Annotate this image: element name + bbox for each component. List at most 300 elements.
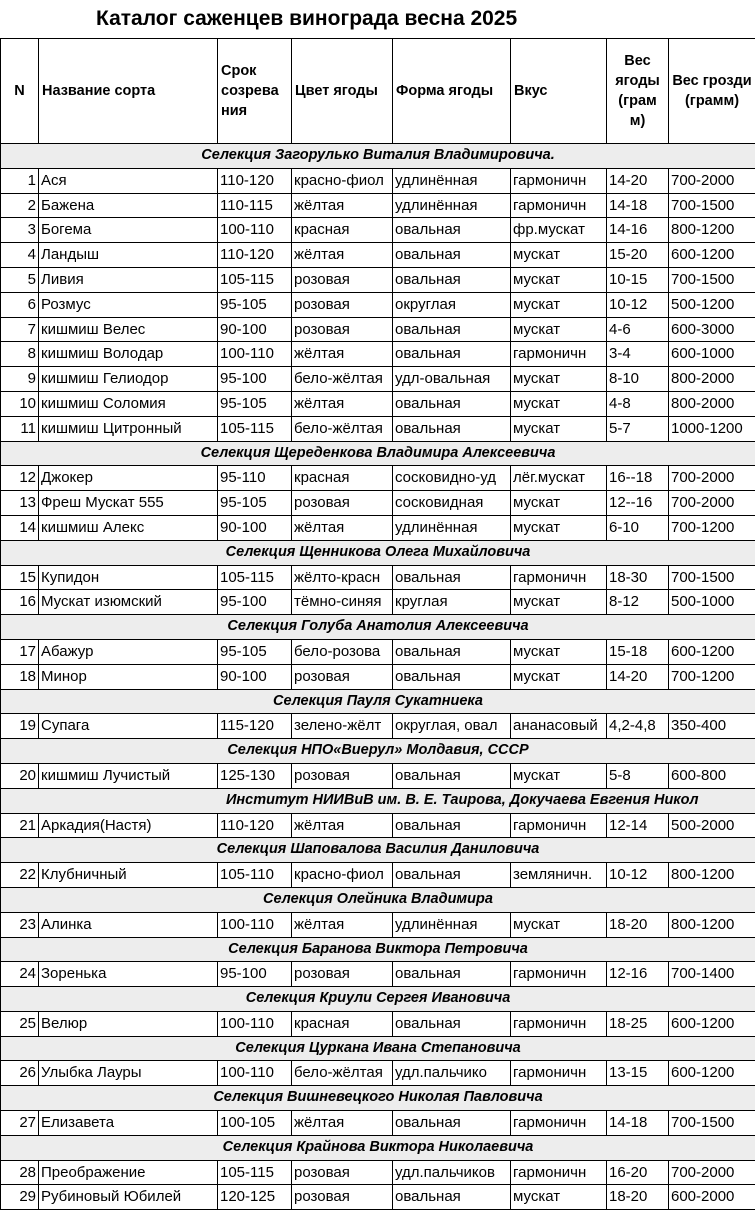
cell-berry-weight: 5-8 — [607, 763, 669, 788]
table-row — [1, 813, 755, 838]
cell-ripening-term: 110-120 — [218, 243, 292, 268]
cell-berry-weight: 5-7 — [607, 416, 669, 441]
cell-ripening-term: 110-120 — [218, 813, 292, 838]
cell-berry-weight: 6-10 — [607, 515, 669, 540]
cell-bunch-weight: 500-1200 — [669, 292, 755, 317]
cell-ripening-term: 105-115 — [218, 267, 292, 292]
cell-ripening-term: 105-115 — [218, 1160, 292, 1185]
cell-berry-weight: 10-15 — [607, 267, 669, 292]
cell-berry-color: жёлтая — [292, 243, 393, 268]
table-row — [1, 218, 755, 243]
cell-berry-shape: удл.пальчико — [393, 1061, 511, 1086]
column-header-bunch-weight: Вес грозди (грамм) — [669, 39, 755, 144]
cell-berry-shape: овальная — [393, 243, 511, 268]
cell-ripening-term: 115-120 — [218, 714, 292, 739]
selection-group-cell — [1, 1135, 755, 1160]
cell-berry-color: красно-фиол — [292, 168, 393, 193]
selection-group-heading — [1, 788, 755, 813]
table-row — [1, 664, 755, 689]
selection-group-label: Селекция Щереденкова Владимира Алексеевича — [201, 442, 556, 466]
selection-group-cell — [1, 937, 755, 962]
selection-group-label: Институт НИИВиВ им. В. Е. Таирова, Докучаева Евгения Никол — [226, 789, 699, 813]
cell-berry-color: розовая — [292, 763, 393, 788]
cell-taste: мускат — [511, 491, 607, 516]
selection-group-heading — [1, 1135, 755, 1160]
cell-taste: гармоничн — [511, 1011, 607, 1036]
table-row — [1, 367, 755, 392]
table-header-row — [1, 39, 755, 144]
cell-variety-name: Фреш Мускат 555 — [39, 491, 218, 516]
cell-ripening-term: 90-100 — [218, 515, 292, 540]
cell-variety-name: Розмус — [39, 292, 218, 317]
cell-berry-weight: 4-8 — [607, 391, 669, 416]
table-row — [1, 416, 755, 441]
cell-number: 2 — [1, 193, 39, 218]
cell-bunch-weight: 700-1500 — [669, 267, 755, 292]
table-row — [1, 1185, 755, 1210]
cell-berry-weight: 4,2-4,8 — [607, 714, 669, 739]
cell-taste: мускат — [511, 391, 607, 416]
catalog-title — [0, 0, 755, 38]
cell-ripening-term: 100-110 — [218, 342, 292, 367]
cell-variety-name: кишмиш Володар — [39, 342, 218, 367]
cell-variety-name: Аркадия(Настя) — [39, 813, 218, 838]
cell-berry-shape: овальная — [393, 664, 511, 689]
selection-group-label: Селекция НПО«Виерул» Молдавия, СССР — [227, 739, 528, 763]
cell-ripening-term: 110-115 — [218, 193, 292, 218]
selection-group-cell — [1, 615, 755, 640]
selection-group-label: Селекция Пауля Сукатниека — [273, 690, 483, 714]
cell-berry-color: розовая — [292, 491, 393, 516]
cell-variety-name: Ася — [39, 168, 218, 193]
cell-variety-name: Клубничный — [39, 863, 218, 888]
selection-group-heading — [1, 987, 755, 1012]
cell-variety-name: Абажур — [39, 639, 218, 664]
cell-ripening-term: 105-115 — [218, 416, 292, 441]
cell-bunch-weight: 700-2000 — [669, 491, 755, 516]
cell-berry-color: бело-жёлтая — [292, 1061, 393, 1086]
cell-number: 15 — [1, 565, 39, 590]
selection-group-cell — [1, 1036, 755, 1061]
cell-variety-name: кишмиш Цитронный — [39, 416, 218, 441]
cell-number: 6 — [1, 292, 39, 317]
cell-berry-shape: сосковидно-уд — [393, 466, 511, 491]
cell-ripening-term: 100-105 — [218, 1111, 292, 1136]
cell-number: 18 — [1, 664, 39, 689]
table-row — [1, 714, 755, 739]
cell-bunch-weight: 700-1400 — [669, 962, 755, 987]
table-row — [1, 168, 755, 193]
cell-number: 29 — [1, 1185, 39, 1210]
cell-bunch-weight: 700-1200 — [669, 664, 755, 689]
cell-ripening-term: 110-120 — [218, 168, 292, 193]
selection-group-heading — [1, 144, 755, 169]
selection-group-heading — [1, 615, 755, 640]
selection-group-label: Селекция Шаповалова Василия Даниловича — [217, 838, 540, 862]
cell-ripening-term: 95-110 — [218, 466, 292, 491]
cell-berry-shape: округлая, овал — [393, 714, 511, 739]
cell-number: 17 — [1, 639, 39, 664]
column-header-term: Срок созрева ния — [218, 39, 292, 144]
cell-number: 1 — [1, 168, 39, 193]
cell-berry-weight: 18-20 — [607, 1185, 669, 1210]
cell-ripening-term: 100-110 — [218, 1011, 292, 1036]
cell-berry-weight: 14-18 — [607, 193, 669, 218]
cell-taste: земляничн. — [511, 863, 607, 888]
cell-berry-weight: 13-15 — [607, 1061, 669, 1086]
cell-berry-color: красная — [292, 218, 393, 243]
table-row — [1, 317, 755, 342]
selection-group-heading — [1, 1036, 755, 1061]
selection-group-cell — [1, 987, 755, 1012]
cell-ripening-term: 95-105 — [218, 639, 292, 664]
cell-ripening-term: 105-110 — [218, 863, 292, 888]
cell-bunch-weight: 1000-1200 — [669, 416, 755, 441]
cell-berry-weight: 16--18 — [607, 466, 669, 491]
selection-group-cell — [1, 838, 755, 863]
column-header-name: Название сорта — [39, 39, 218, 144]
cell-number: 16 — [1, 590, 39, 615]
cell-ripening-term: 95-100 — [218, 367, 292, 392]
cell-number: 11 — [1, 416, 39, 441]
cell-berry-shape: овальная — [393, 218, 511, 243]
cell-number: 28 — [1, 1160, 39, 1185]
table-row — [1, 1160, 755, 1185]
cell-berry-shape: удлинённая — [393, 515, 511, 540]
cell-number: 5 — [1, 267, 39, 292]
selection-group-cell — [1, 540, 755, 565]
cell-variety-name: Алинка — [39, 912, 218, 937]
cell-taste: мускат — [511, 367, 607, 392]
selection-group-label: Селекция Загорулько Виталия Владимировича. — [201, 144, 555, 168]
selection-group-heading — [1, 739, 755, 764]
cell-taste: мускат — [511, 317, 607, 342]
cell-variety-name: кишмиш Велес — [39, 317, 218, 342]
cell-bunch-weight: 700-1500 — [669, 1111, 755, 1136]
cell-berry-shape: овальная — [393, 342, 511, 367]
cell-variety-name: Купидон — [39, 565, 218, 590]
cell-berry-shape: удлинённая — [393, 193, 511, 218]
cell-berry-shape: удлинённая — [393, 168, 511, 193]
cell-berry-shape: овальная — [393, 1185, 511, 1210]
cell-berry-shape: сосковидная — [393, 491, 511, 516]
column-header-n: N — [1, 39, 39, 144]
cell-variety-name: Преображение — [39, 1160, 218, 1185]
table-row — [1, 491, 755, 516]
cell-berry-weight: 14-20 — [607, 664, 669, 689]
cell-berry-color: жёлтая — [292, 1111, 393, 1136]
cell-variety-name: Зоренька — [39, 962, 218, 987]
selection-group-heading — [1, 937, 755, 962]
cell-bunch-weight: 800-2000 — [669, 367, 755, 392]
cell-bunch-weight: 600-2000 — [669, 1185, 755, 1210]
cell-taste: гармоничн — [511, 1061, 607, 1086]
selection-group-cell — [1, 887, 755, 912]
cell-bunch-weight: 600-1200 — [669, 639, 755, 664]
column-header-berry-weight: Вес ягоды (грам м) — [607, 39, 669, 144]
cell-ripening-term: 100-110 — [218, 218, 292, 243]
table-row — [1, 243, 755, 268]
cell-number: 20 — [1, 763, 39, 788]
cell-berry-color: жёлто-красн — [292, 565, 393, 590]
cell-berry-shape: овальная — [393, 1111, 511, 1136]
cell-number: 14 — [1, 515, 39, 540]
cell-number: 4 — [1, 243, 39, 268]
selection-group-cell — [1, 144, 755, 169]
cell-variety-name: Супага — [39, 714, 218, 739]
cell-bunch-weight: 700-1500 — [669, 193, 755, 218]
cell-berry-weight: 15-20 — [607, 243, 669, 268]
cell-bunch-weight: 600-800 — [669, 763, 755, 788]
cell-berry-color: розовая — [292, 317, 393, 342]
table-row — [1, 639, 755, 664]
cell-variety-name: Улыбка Лауры — [39, 1061, 218, 1086]
selection-group-cell — [1, 689, 755, 714]
cell-berry-weight: 12--16 — [607, 491, 669, 516]
cell-taste: гармоничн — [511, 1160, 607, 1185]
selection-group-label: Селекция Криули Сергея Ивановича — [246, 987, 511, 1011]
cell-number: 21 — [1, 813, 39, 838]
cell-berry-weight: 16-20 — [607, 1160, 669, 1185]
cell-berry-color: розовая — [292, 292, 393, 317]
cell-berry-color: жёлтая — [292, 391, 393, 416]
column-header-taste: Вкус — [511, 39, 607, 144]
cell-berry-shape: удл-овальная — [393, 367, 511, 392]
cell-bunch-weight: 700-2000 — [669, 168, 755, 193]
cell-variety-name: Мускат изюмский — [39, 590, 218, 615]
cell-berry-color: красная — [292, 466, 393, 491]
cell-berry-color: розовая — [292, 962, 393, 987]
cell-number: 13 — [1, 491, 39, 516]
table-row — [1, 515, 755, 540]
cell-taste: мускат — [511, 267, 607, 292]
cell-berry-weight: 18-30 — [607, 565, 669, 590]
table-row — [1, 590, 755, 615]
cell-taste: мускат — [511, 664, 607, 689]
cell-berry-color: жёлтая — [292, 193, 393, 218]
cell-berry-weight: 18-25 — [607, 1011, 669, 1036]
table-row — [1, 342, 755, 367]
table-row — [1, 565, 755, 590]
cell-berry-shape: овальная — [393, 962, 511, 987]
selection-group-heading — [1, 1086, 755, 1111]
selection-group-heading — [1, 887, 755, 912]
cell-ripening-term: 105-115 — [218, 565, 292, 590]
cell-ripening-term: 95-100 — [218, 590, 292, 615]
cell-berry-shape: овальная — [393, 763, 511, 788]
cell-taste: гармоничн — [511, 342, 607, 367]
cell-variety-name: Богема — [39, 218, 218, 243]
cell-bunch-weight: 800-2000 — [669, 391, 755, 416]
cell-berry-weight: 14-18 — [607, 1111, 669, 1136]
cell-variety-name: Рубиновый Юбилей — [39, 1185, 218, 1210]
cell-ripening-term: 125-130 — [218, 763, 292, 788]
table-row — [1, 193, 755, 218]
cell-variety-name: Бажена — [39, 193, 218, 218]
cell-variety-name: Елизавета — [39, 1111, 218, 1136]
cell-taste: мускат — [511, 416, 607, 441]
cell-berry-color: тёмно-синяя — [292, 590, 393, 615]
cell-berry-shape: овальная — [393, 863, 511, 888]
cell-berry-color: жёлтая — [292, 813, 393, 838]
cell-berry-color: розовая — [292, 267, 393, 292]
cell-berry-color: бело-розова — [292, 639, 393, 664]
cell-number: 8 — [1, 342, 39, 367]
cell-ripening-term: 95-100 — [218, 962, 292, 987]
cell-berry-shape: овальная — [393, 639, 511, 664]
cell-berry-color: бело-жёлтая — [292, 416, 393, 441]
cell-taste: гармоничн — [511, 193, 607, 218]
cell-taste: гармоничн — [511, 962, 607, 987]
selection-group-heading — [1, 540, 755, 565]
cell-berry-weight: 12-14 — [607, 813, 669, 838]
cell-ripening-term: 95-105 — [218, 491, 292, 516]
cell-berry-color: розовая — [292, 1185, 393, 1210]
cell-bunch-weight: 600-1200 — [669, 1011, 755, 1036]
cell-taste: мускат — [511, 590, 607, 615]
table-row — [1, 962, 755, 987]
cell-variety-name: Ливия — [39, 267, 218, 292]
catalog-body — [1, 144, 755, 1210]
cell-number: 10 — [1, 391, 39, 416]
cell-berry-color: бело-жёлтая — [292, 367, 393, 392]
cell-berry-color: красно-фиол — [292, 863, 393, 888]
cell-berry-color: жёлтая — [292, 342, 393, 367]
cell-variety-name: кишмиш Соломия — [39, 391, 218, 416]
cell-bunch-weight: 600-1200 — [669, 243, 755, 268]
cell-variety-name: Джокер — [39, 466, 218, 491]
cell-taste: мускат — [511, 1185, 607, 1210]
cell-berry-shape: овальная — [393, 1011, 511, 1036]
cell-ripening-term: 95-105 — [218, 391, 292, 416]
cell-bunch-weight: 800-1200 — [669, 218, 755, 243]
cell-number: 26 — [1, 1061, 39, 1086]
cell-variety-name: кишмиш Лучистый — [39, 763, 218, 788]
cell-bunch-weight: 500-2000 — [669, 813, 755, 838]
cell-taste: фр.мускат — [511, 218, 607, 243]
cell-ripening-term: 120-125 — [218, 1185, 292, 1210]
cell-taste: мускат — [511, 292, 607, 317]
cell-berry-shape: овальная — [393, 317, 511, 342]
cell-taste: гармоничн — [511, 565, 607, 590]
selection-group-label: Селекция Баранова Виктора Петровича — [228, 938, 528, 962]
cell-berry-shape: овальная — [393, 813, 511, 838]
cell-bunch-weight: 600-1200 — [669, 1061, 755, 1086]
cell-berry-weight: 12-16 — [607, 962, 669, 987]
cell-taste: гармоничн — [511, 1111, 607, 1136]
cell-berry-weight: 3-4 — [607, 342, 669, 367]
selection-group-label: Селекция Цуркана Ивана Степановича — [235, 1037, 521, 1061]
cell-berry-shape: овальная — [393, 565, 511, 590]
cell-berry-weight: 10-12 — [607, 292, 669, 317]
cell-bunch-weight: 800-1200 — [669, 863, 755, 888]
cell-berry-weight: 8-12 — [607, 590, 669, 615]
cell-berry-color: жёлтая — [292, 515, 393, 540]
selection-group-label: Селекция Вишневецкого Николая Павловича — [213, 1086, 542, 1110]
selection-group-cell — [1, 441, 755, 466]
cell-ripening-term: 90-100 — [218, 317, 292, 342]
cell-berry-weight: 18-20 — [607, 912, 669, 937]
table-row — [1, 863, 755, 888]
cell-taste: ананасовый — [511, 714, 607, 739]
table-row — [1, 391, 755, 416]
cell-number: 24 — [1, 962, 39, 987]
selection-group-label: Селекция Олейника Владимира — [263, 888, 493, 912]
cell-berry-color: розовая — [292, 1160, 393, 1185]
cell-bunch-weight: 800-1200 — [669, 912, 755, 937]
cell-bunch-weight: 500-1000 — [669, 590, 755, 615]
cell-berry-shape: овальная — [393, 391, 511, 416]
cell-variety-name: Ландыш — [39, 243, 218, 268]
cell-taste: гармоничн — [511, 813, 607, 838]
cell-variety-name: кишмиш Гелиодор — [39, 367, 218, 392]
cell-berry-shape: овальная — [393, 267, 511, 292]
selection-group-cell — [1, 1086, 755, 1111]
selection-group-cell — [1, 739, 755, 764]
cell-bunch-weight: 600-3000 — [669, 317, 755, 342]
cell-berry-shape: овальная — [393, 416, 511, 441]
cell-bunch-weight: 350-400 — [669, 714, 755, 739]
cell-berry-shape: круглая — [393, 590, 511, 615]
cell-taste: лёг.мускат — [511, 466, 607, 491]
cell-variety-name: Велюр — [39, 1011, 218, 1036]
selection-group-heading — [1, 441, 755, 466]
cell-ripening-term: 100-110 — [218, 1061, 292, 1086]
cell-number: 19 — [1, 714, 39, 739]
cell-bunch-weight: 600-1000 — [669, 342, 755, 367]
cell-number: 12 — [1, 466, 39, 491]
selection-group-cell — [1, 788, 755, 813]
column-header-shape: Форма ягоды — [393, 39, 511, 144]
cell-bunch-weight: 700-1500 — [669, 565, 755, 590]
cell-berry-shape: удлинённая — [393, 912, 511, 937]
cell-number: 27 — [1, 1111, 39, 1136]
cell-bunch-weight: 700-2000 — [669, 1160, 755, 1185]
selection-group-label: Селекция Щенникова Олега Михайловича — [226, 541, 531, 565]
table-row — [1, 1111, 755, 1136]
cell-taste: мускат — [511, 912, 607, 937]
selection-group-label: Селекция Крайнова Виктора Николаевича — [223, 1136, 534, 1160]
cell-number: 9 — [1, 367, 39, 392]
table-row — [1, 912, 755, 937]
cell-berry-color: жёлтая — [292, 912, 393, 937]
table-row — [1, 1061, 755, 1086]
cell-berry-weight: 10-12 — [607, 863, 669, 888]
cell-bunch-weight: 700-1200 — [669, 515, 755, 540]
cell-berry-shape: округлая — [393, 292, 511, 317]
selection-group-heading — [1, 838, 755, 863]
table-row — [1, 1011, 755, 1036]
cell-ripening-term: 90-100 — [218, 664, 292, 689]
cell-berry-weight: 4-6 — [607, 317, 669, 342]
cell-taste: мускат — [511, 243, 607, 268]
cell-ripening-term: 95-105 — [218, 292, 292, 317]
cell-taste: мускат — [511, 763, 607, 788]
selection-group-label: Селекция Голуба Анатолия Алексеевича — [227, 615, 528, 639]
cell-berry-color: красная — [292, 1011, 393, 1036]
cell-taste: мускат — [511, 639, 607, 664]
cell-variety-name: кишмиш Алекс — [39, 515, 218, 540]
cell-number: 22 — [1, 863, 39, 888]
catalog-table — [0, 38, 755, 1210]
cell-berry-weight: 14-20 — [607, 168, 669, 193]
catalog-title-text: Каталог саженцев винограда весна 2025 — [96, 0, 517, 38]
cell-taste: гармоничн — [511, 168, 607, 193]
cell-berry-weight: 8-10 — [607, 367, 669, 392]
cell-number: 25 — [1, 1011, 39, 1036]
cell-berry-shape: удл.пальчиков — [393, 1160, 511, 1185]
cell-number: 7 — [1, 317, 39, 342]
